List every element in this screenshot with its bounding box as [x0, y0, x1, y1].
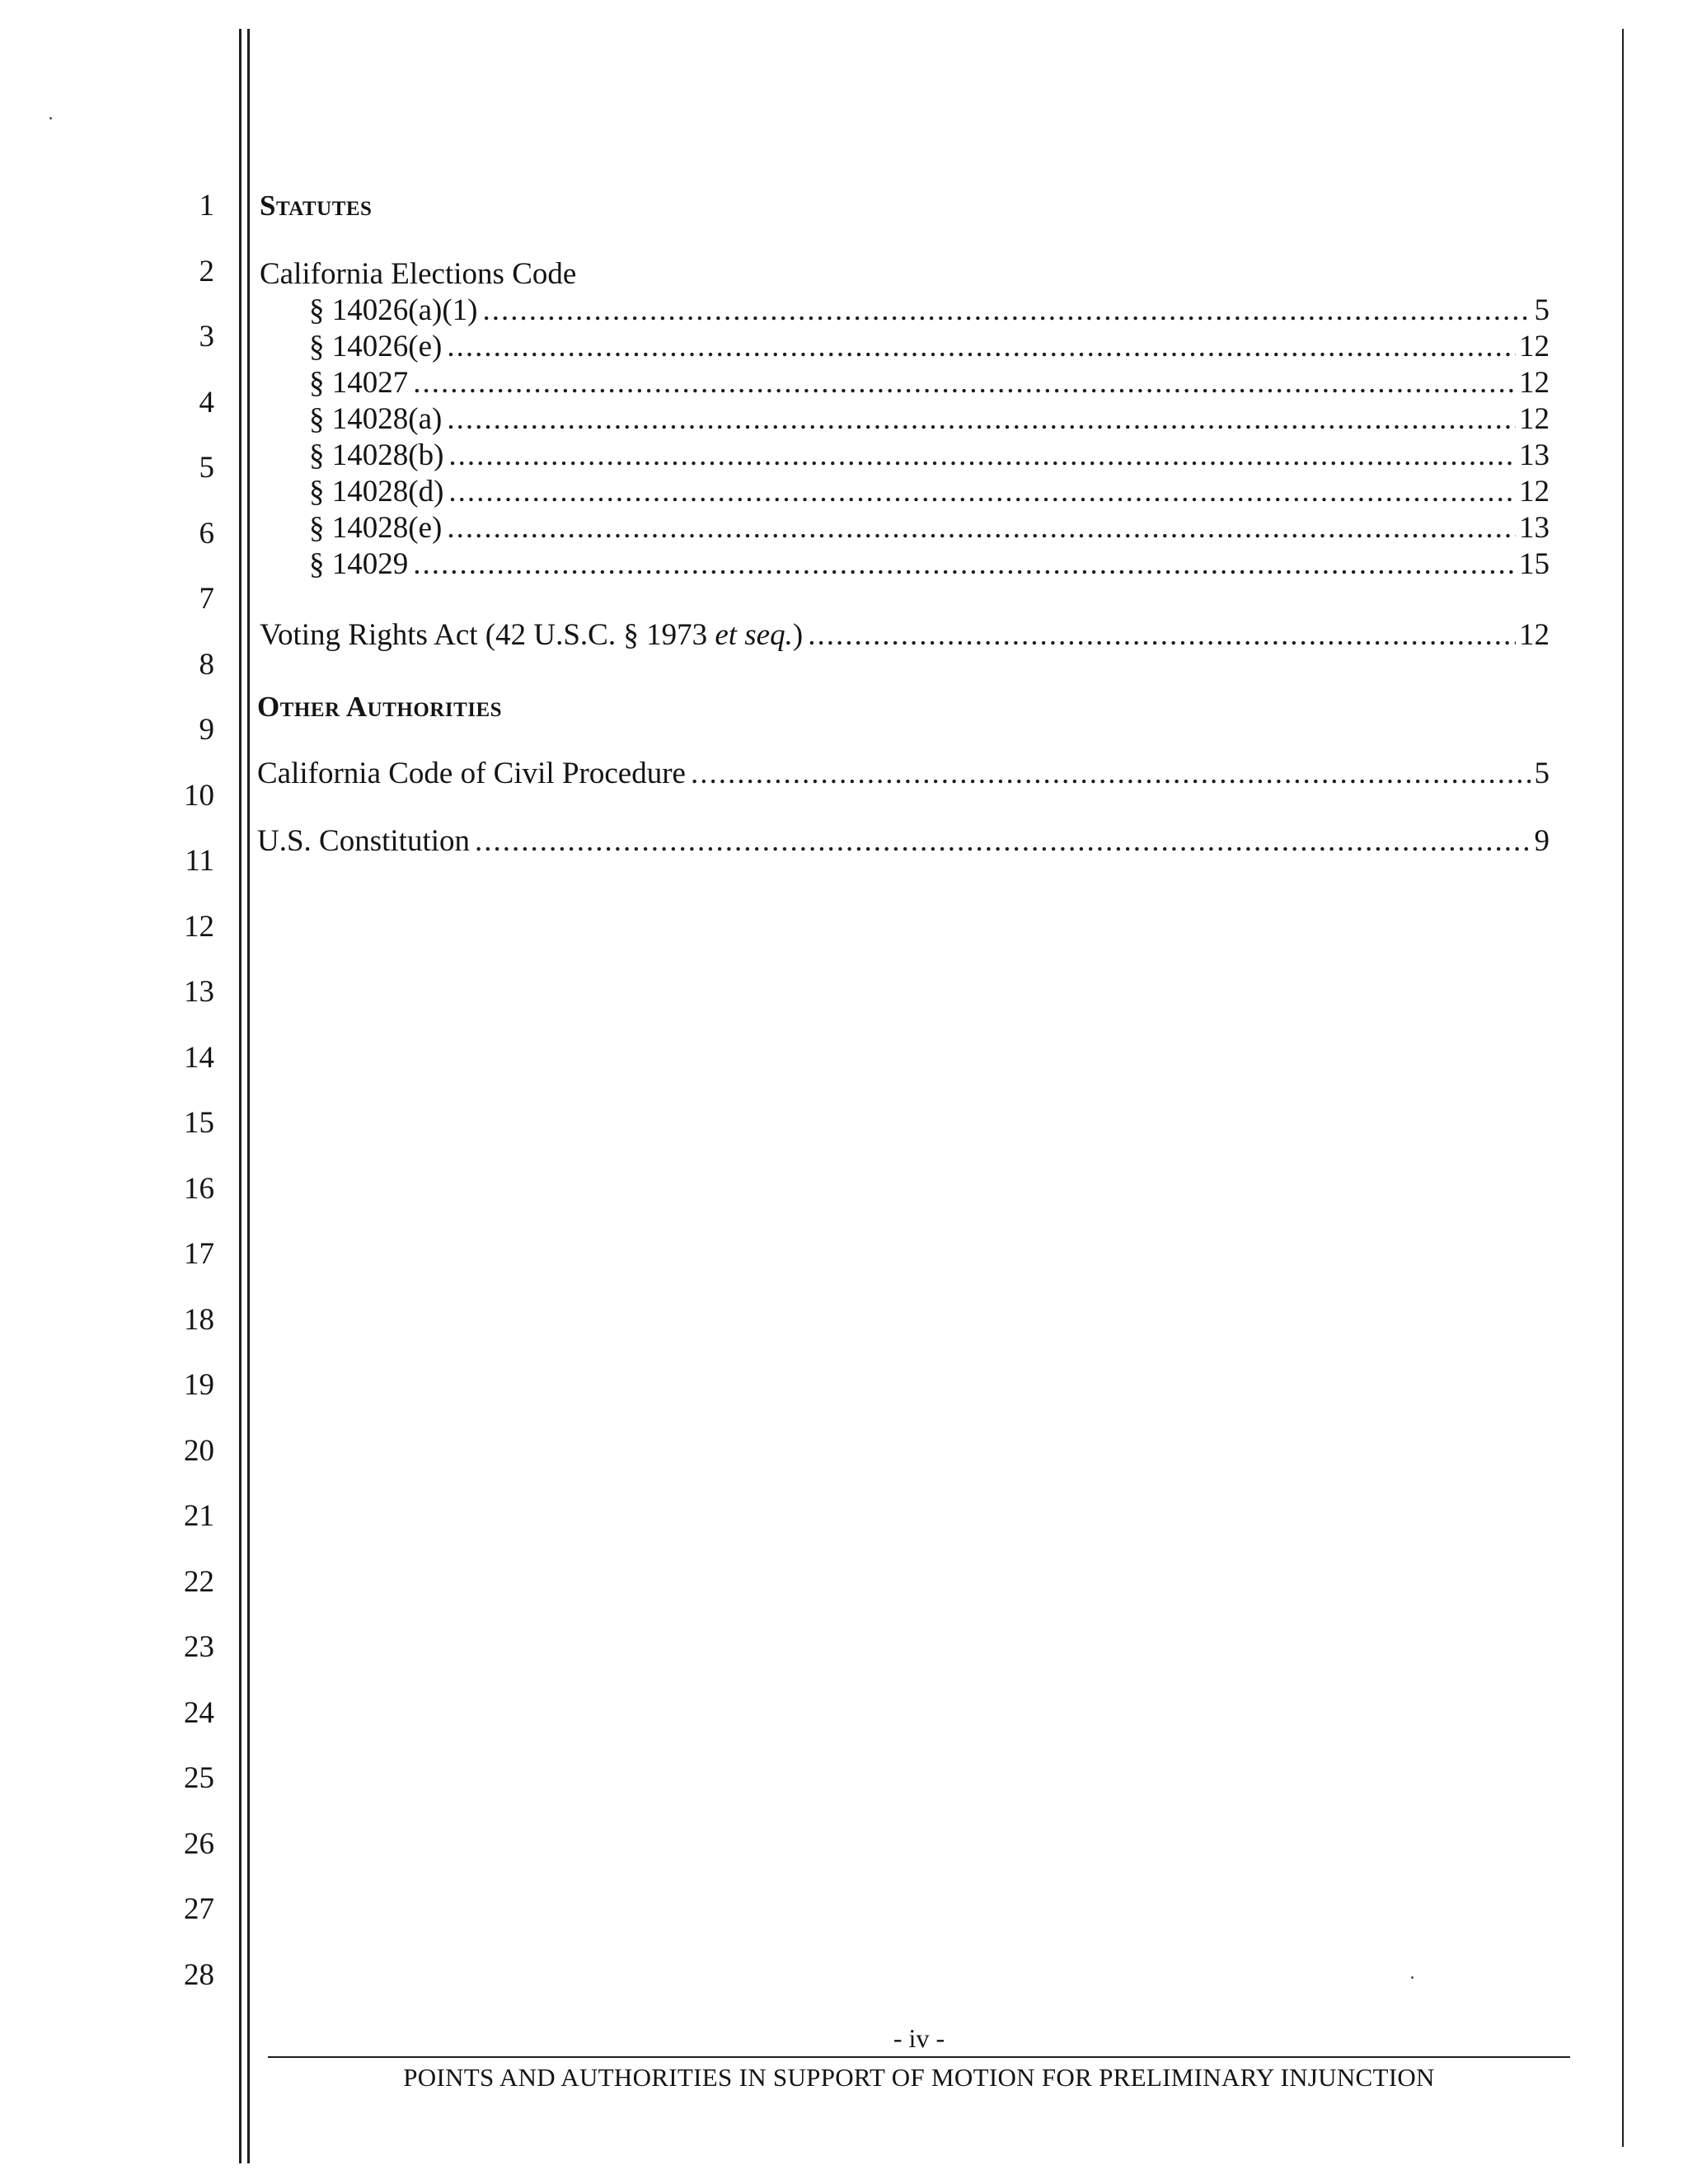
toc-entry	[309, 547, 1550, 582]
entry-label: Voting Rights Act (42 U.S.C. § 1973 et seq.)	[260, 618, 804, 652]
line-number: 3	[199, 320, 214, 354]
entry-label: § 14028(e)	[309, 511, 443, 545]
line-number: 14	[184, 1040, 214, 1075]
line-number: 21	[184, 1499, 214, 1533]
line-number: 5	[199, 451, 214, 485]
line-number: 17	[184, 1237, 214, 1271]
entry-page: 12	[1519, 402, 1550, 436]
line-number: 6	[199, 516, 214, 551]
other-authorities-heading: Other Authorities	[257, 691, 503, 723]
line-number: 23	[184, 1630, 214, 1664]
dot-leader	[413, 366, 1516, 401]
dot-leader	[448, 475, 1516, 509]
entry-page: 5	[1534, 757, 1550, 790]
page-footer	[268, 2023, 1570, 2093]
entry-page: 12	[1519, 618, 1550, 652]
toc-entry	[257, 824, 1550, 859]
line-number: 15	[184, 1106, 214, 1140]
entry-page: 13	[1519, 438, 1550, 472]
line-number: 28	[184, 1957, 214, 1992]
entry-page: 12	[1519, 366, 1550, 400]
dot-leader	[482, 293, 1531, 328]
entry-label: § 14029	[309, 547, 409, 581]
line-number: 10	[184, 778, 214, 813]
footer-rule	[268, 2056, 1570, 2058]
dot-leader	[447, 402, 1516, 437]
entry-page: 12	[1519, 330, 1550, 363]
entry-page: 13	[1519, 511, 1550, 545]
line-number: 1	[199, 189, 214, 223]
line-number: 2	[199, 254, 214, 288]
dot-leader	[447, 511, 1516, 546]
line-number: 4	[199, 385, 214, 419]
dot-leader	[691, 757, 1531, 791]
line-number: 19	[184, 1368, 214, 1402]
line-number: 25	[184, 1761, 214, 1795]
toc-entry-voting-rights-act	[260, 618, 1550, 653]
toc-entry	[309, 330, 1550, 364]
line-number: 13	[184, 975, 214, 1009]
line-number: 9	[199, 713, 214, 747]
right-margin-rule	[1622, 29, 1624, 2147]
line-number: 11	[185, 844, 214, 878]
entry-label: § 14028(b)	[309, 438, 444, 472]
dot-leader	[475, 824, 1531, 859]
line-number: 8	[199, 647, 214, 682]
dot-leader	[413, 547, 1516, 582]
line-number: 24	[184, 1695, 214, 1730]
entry-label: § 14028(d)	[309, 475, 444, 509]
document-caption: POINTS AND AUTHORITIES IN SUPPORT OF MOTION FOR PRELIMINARY INJUNCTION	[403, 2063, 1435, 2092]
toc-entry	[309, 438, 1550, 473]
toc-entry	[309, 366, 1550, 401]
entry-label: California Code of Civil Procedure	[257, 757, 686, 790]
entry-page: 9	[1534, 824, 1550, 858]
dot-leader	[448, 438, 1516, 473]
entry-label: U.S. Constitution	[257, 824, 471, 858]
entry-page: 5	[1534, 293, 1550, 327]
elections-code-title: California Elections Code	[260, 257, 577, 291]
line-number: 22	[184, 1564, 214, 1599]
line-number: 20	[184, 1433, 214, 1468]
line-number: 12	[184, 909, 214, 944]
toc-entry	[257, 757, 1550, 791]
line-number: 18	[184, 1302, 214, 1337]
line-number: 27	[184, 1892, 214, 1926]
toc-entry	[309, 293, 1550, 328]
entry-label: § 14026(a)(1)	[309, 293, 478, 327]
line-number: 7	[199, 582, 214, 616]
entry-label: § 14027	[309, 366, 409, 400]
toc-entry	[309, 475, 1550, 509]
left-margin-rule-outer	[239, 29, 241, 2163]
line-number: 26	[184, 1826, 214, 1861]
dot-leader	[808, 618, 1516, 653]
scan-speck	[49, 117, 52, 120]
statutes-heading: Statutes	[260, 190, 373, 222]
left-margin-rule-inner	[247, 29, 250, 2163]
entry-page: 15	[1519, 547, 1550, 581]
entry-label: § 14028(a)	[309, 402, 443, 436]
dot-leader	[447, 330, 1516, 364]
entry-page: 12	[1519, 475, 1550, 509]
toc-entry	[309, 511, 1550, 546]
page-number: - iv -	[893, 2023, 945, 2053]
line-number: 16	[184, 1171, 214, 1206]
scan-speck	[1411, 1976, 1414, 1979]
entry-label: § 14026(e)	[309, 330, 443, 363]
toc-entry	[309, 402, 1550, 437]
